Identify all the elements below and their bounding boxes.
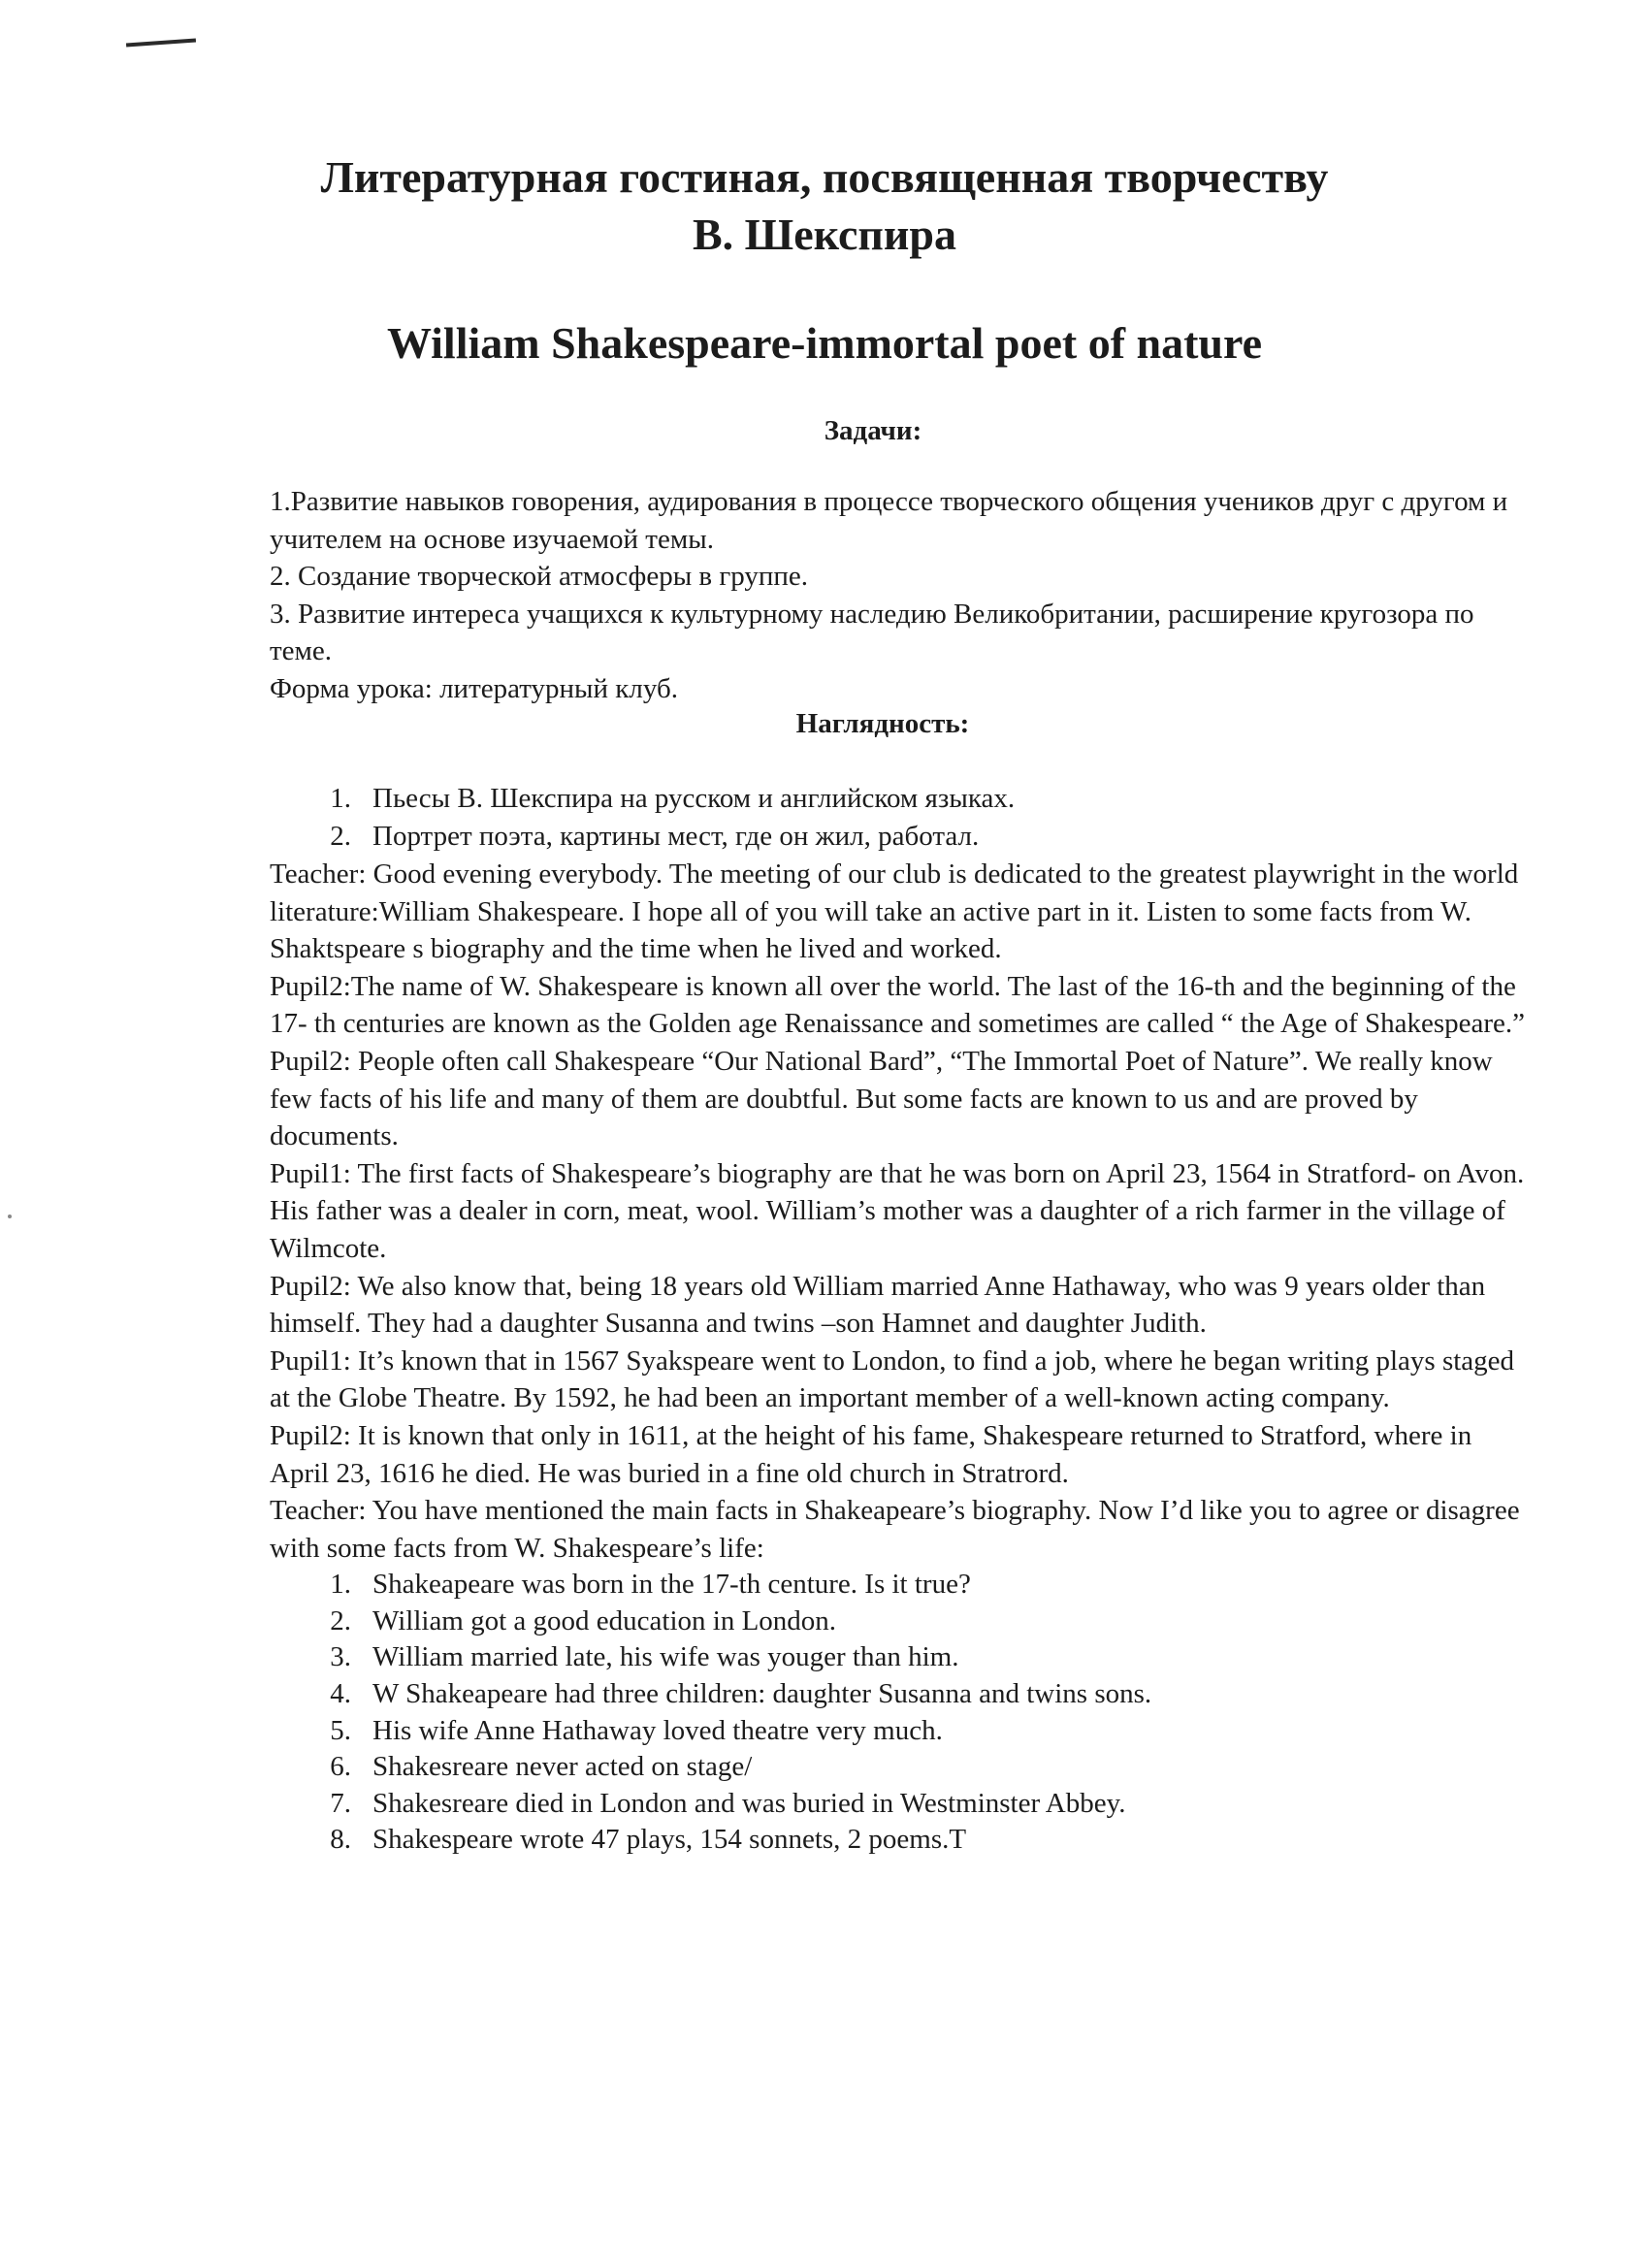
task-item: 3. Развитие интереса учащихся к культурному наследию Великобритании, расширение кругозора по теме. [270, 598, 1474, 667]
question-item [270, 1604, 1531, 1640]
list-text: Пьесы В. Шекспира на русском и английском языках. [372, 783, 1016, 814]
dialogue-line: Pupil2: People often call Shakespeare “Our National Bard”, “The Immortal Poet of Nature”. We really know few facts of his life and many of them are doubtful. But some facts are known to us and are proved by documents. [270, 1045, 1493, 1152]
dialogue-line: Pupil1: It’s known that in 1567 Syakspeare went to London, to find a job, where he began writing plays staged at the Globe Theatre. By 1592, he had been an important member of a well-known acting company. [270, 1345, 1515, 1414]
list-number: 6. [330, 1751, 351, 1783]
list-number: 1. [330, 783, 351, 814]
visuals-list [270, 780, 1531, 855]
list-text: Портрет поэта, картины мест, где он жил, работал. [372, 820, 980, 852]
list-text: Shakespeare wrote 47 plays, 154 sonnets, 2 poems.T [372, 1824, 967, 1856]
dialogue-line: Pupil2: We also know that, being 18 years old William married Anne Hathaway, who was 9 years older than himself. They had a daughter Susanna and twins –son Hamnet and daughter Judith. [270, 1270, 1486, 1340]
list-number: 2. [330, 1604, 351, 1636]
list-number: 1. [330, 1569, 351, 1601]
list-text: Shakeapeare was born in the 17-th centure. Is it true? [372, 1569, 971, 1601]
list-text: Shakesreare died in London and was buried in Westminster Abbey. [372, 1787, 1126, 1819]
list-text: William married late, his wife was youger than him. [372, 1641, 959, 1673]
list-text: Shakesreare never acted on stage/ [372, 1751, 753, 1783]
questions-list [270, 1567, 1531, 1859]
list-text: His wife Anne Hathaway loved theatre very much. [372, 1714, 943, 1746]
question-item [270, 1749, 1531, 1786]
question-item [270, 1822, 1531, 1859]
dialogue-line: Pupil1: The first facts of Shakespeare’s biography are that he was born on April 23, 1564 in Stratford- on Avon. His father was a dealer in corn, meat, wool. William’s mother was a daughter of a rich farmer in the village of Wilmcote. [270, 1157, 1525, 1264]
visuals-heading: Наглядность: [795, 708, 970, 739]
question-item [270, 1786, 1531, 1823]
dialogue-section [270, 856, 1531, 1859]
list-text: W Shakeapeare had three children: daughter Susanna and twins sons. [372, 1678, 1152, 1710]
question-item [270, 1639, 1531, 1676]
tasks-section [270, 483, 1531, 708]
visuals-item [270, 780, 1531, 818]
scan-speck [8, 1215, 12, 1218]
question-item [270, 1713, 1531, 1750]
page-title-line2: В. Шекспира [693, 210, 956, 259]
list-number: 2. [330, 820, 351, 852]
dialogue-line: Pupil2: It is known that only in 1611, at the height of his fame, Shakespeare returned to Stratford, where in April 23, 1616 he died. He was buried in a fine old church in Stratrord. [270, 1419, 1472, 1489]
list-number: 5. [330, 1714, 351, 1746]
list-text: William got a good education in London. [372, 1604, 837, 1636]
pen-mark [126, 38, 196, 47]
task-item: 1.Развитие навыков говорения, аудирования в процессе творческого общения учеников друг с другом и учителем на основе изучаемой темы. [270, 486, 1508, 555]
page-title-line1: Литературная гостиная, посвященная творчеству [320, 152, 1329, 202]
page-subtitle: William Shakespeare-immortal poet of nature [386, 318, 1263, 368]
lesson-form: Форма урока: литературный клуб. [270, 672, 678, 704]
dialogue-line: Pupil2:The name of W. Shakespeare is known all over the world. The last of the 16-th and the beginning of the 17- th centuries are known as the Golden age Renaissance and sometimes are called “ the Age of Shakespeare.” [270, 970, 1526, 1040]
tasks-heading: Задачи: [824, 415, 922, 446]
dialogue-line: Teacher: You have mentioned the main facts in Shakeapeare’s biography. Now I’d like you to agree or disagree with some facts from W. Shakespeare’s life: [270, 1495, 1520, 1564]
list-number: 4. [330, 1678, 351, 1710]
list-number: 3. [330, 1641, 351, 1673]
question-item [270, 1567, 1531, 1604]
list-number: 7. [330, 1787, 351, 1819]
question-item [270, 1676, 1531, 1713]
dialogue-line: Teacher: Good evening everybody. The meeting of our club is dedicated to the greatest playwright in the world literature:William Shakespeare. I hope all of you will take an active part in it. Listen to some facts from W. Shaktspeare s biography and the time when he lived and worked. [270, 859, 1519, 965]
list-number: 8. [330, 1824, 351, 1856]
visuals-item [270, 818, 1531, 856]
task-item: 2. Создание творческой атмосферы в группе. [270, 561, 809, 593]
